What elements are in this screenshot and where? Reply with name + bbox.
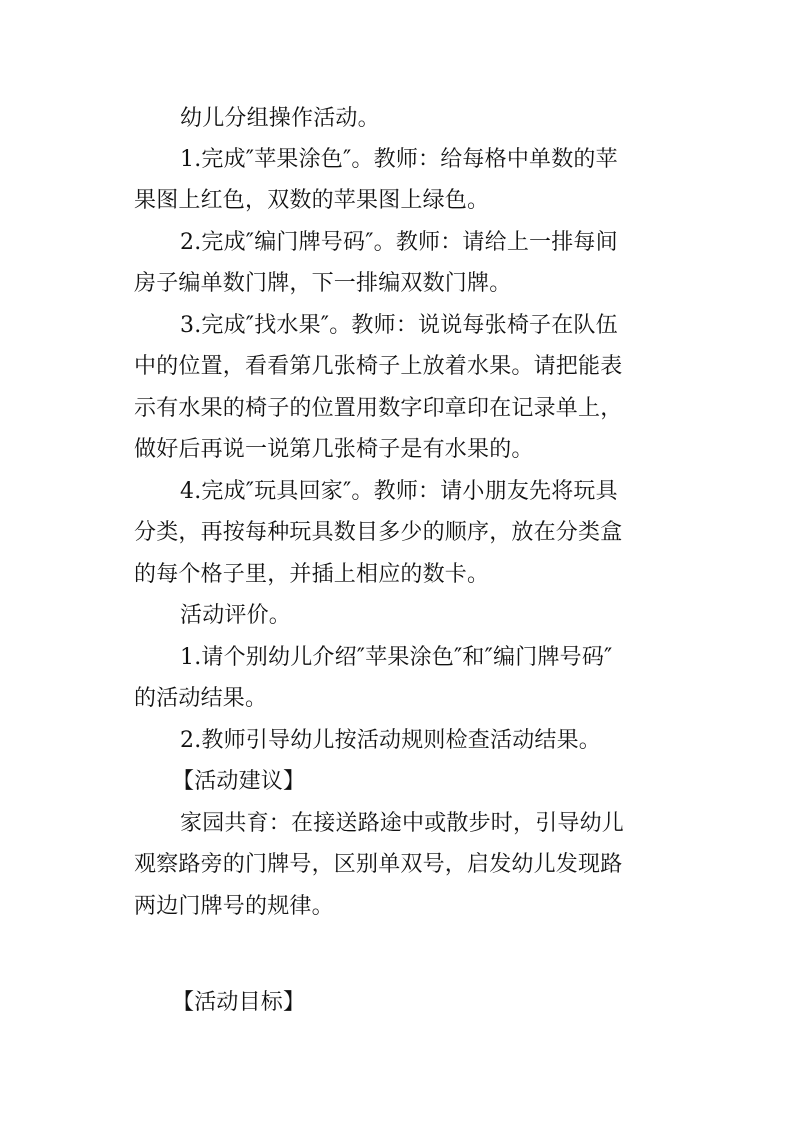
section-heading: 【活动目标】: [172, 990, 306, 1015]
paragraph-line: 的每个格子里，并插上相应的数卡。: [134, 562, 490, 587]
paragraph-line: 2.教师引导幼儿按活动规则检查活动结果。: [180, 728, 601, 753]
paragraph-line: 做好后再说一说第几张椅子是有水果的。: [134, 437, 534, 462]
paragraph-line: 幼儿分组操作活动。: [180, 106, 380, 131]
paragraph-line: 中的位置，看看第几张椅子上放着水果。请把能表: [134, 354, 623, 379]
paragraph-line: 活动评价。: [180, 603, 292, 628]
paragraph-line: 的活动结果。: [134, 686, 268, 711]
paragraph-line: 房子编单数门牌，下一排编双数门牌。: [134, 271, 512, 296]
paragraph-line: 两边门牌号的规律。: [134, 894, 334, 919]
paragraph-line: 3.完成″找水果″。教师：说说每张椅子在队伍: [180, 313, 618, 338]
paragraph-line: 2.完成″编门牌号码″。教师：请给上一排每间: [180, 230, 618, 255]
paragraph-line: 家园共育：在接送路途中或散步时，引导幼儿: [180, 811, 625, 836]
paragraph-line: 分类，再按每种玩具数目多少的顺序，放在分类盒: [134, 520, 623, 545]
paragraph-line: 果图上红色，双数的苹果图上绿色。: [134, 188, 490, 213]
paragraph-line: 1.完成″苹果涂色″。教师：给每格中单数的苹: [180, 147, 618, 172]
paragraph-line: 4.完成″玩具回家″。教师：请小朋友先将玩具: [180, 479, 618, 504]
paragraph-line: 示有水果的椅子的位置用数字印章印在记录单上，: [134, 396, 623, 421]
paragraph-line: 1.请个别幼儿介绍″苹果涂色″和″编门牌号码″: [180, 645, 613, 670]
paragraph-line: 观察路旁的门牌号，区别单双号，启发幼儿发现路: [134, 852, 623, 877]
section-heading: 【活动建议】: [172, 769, 306, 794]
